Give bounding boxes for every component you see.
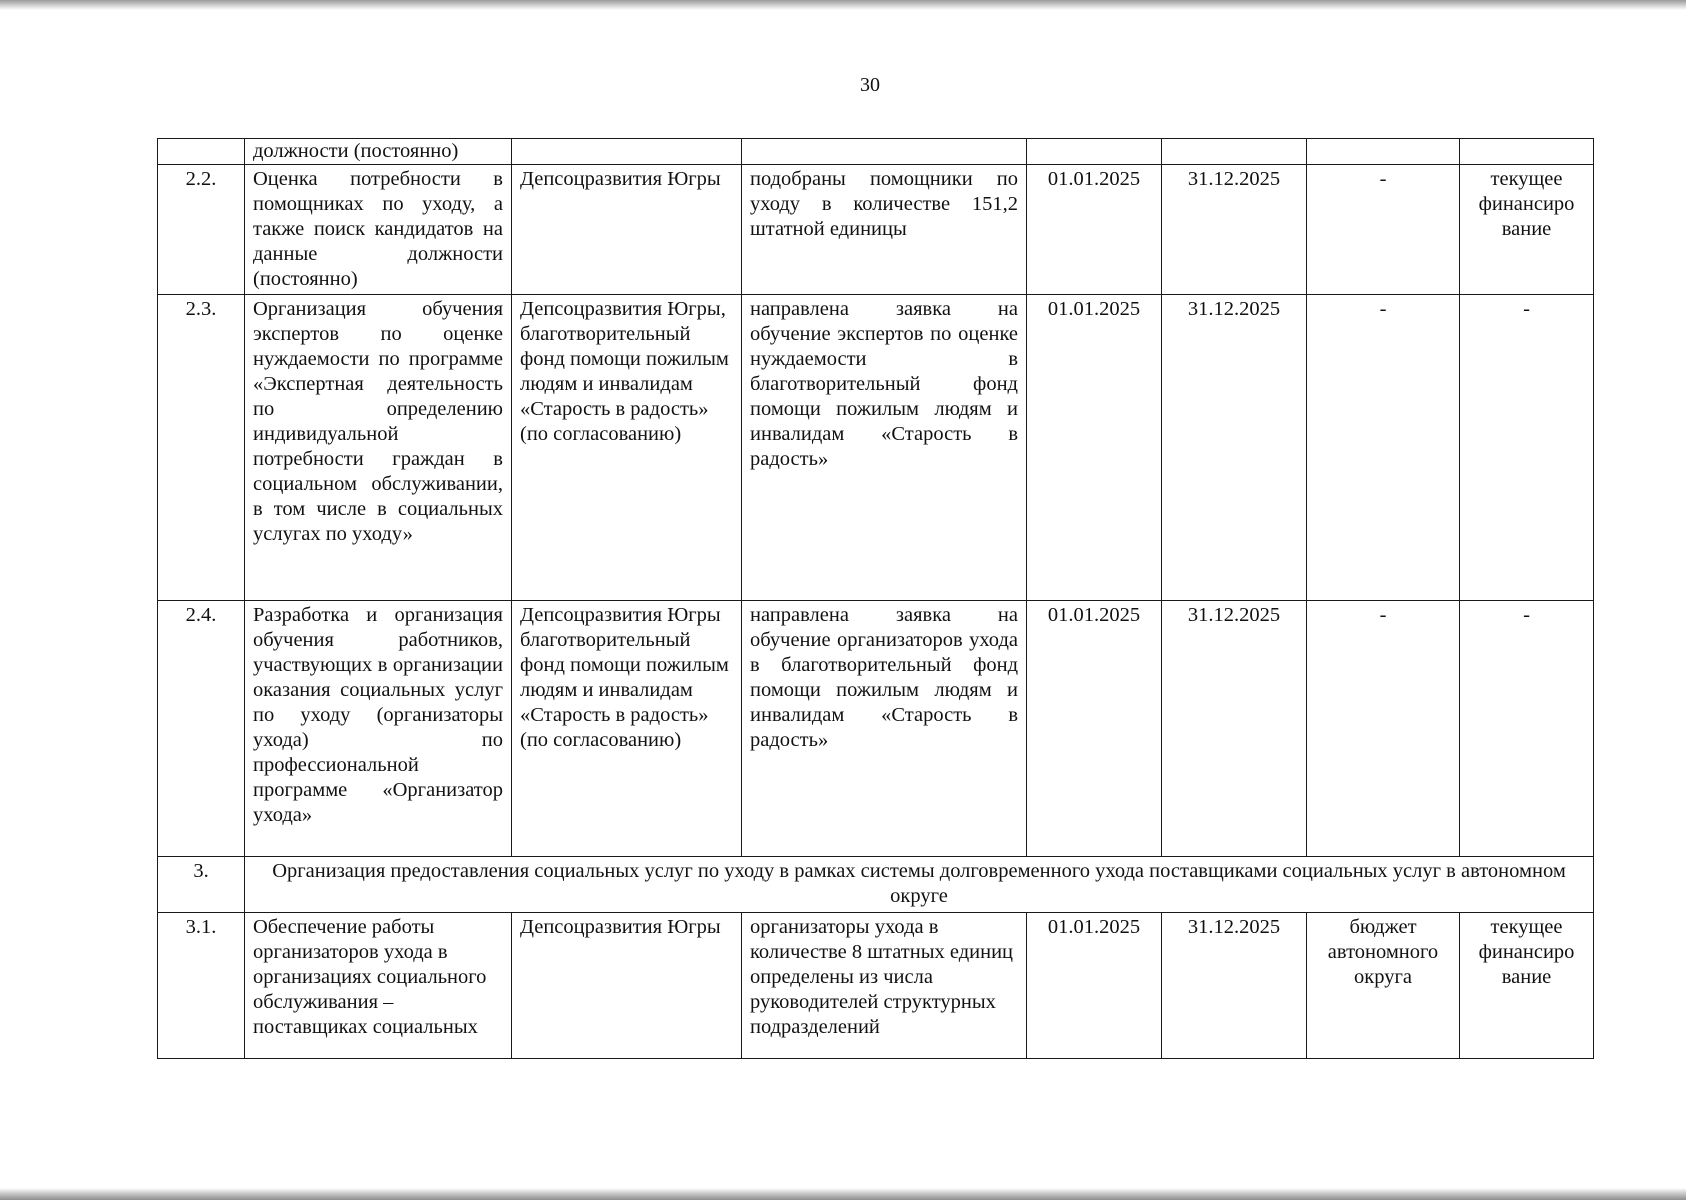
section-number: 3. — [158, 857, 245, 913]
result-cell: подобраны помощники по уходу в количестве 151,2 штатной единицы — [742, 165, 1027, 295]
funding-source-cell — [1307, 139, 1460, 165]
financing-cell: текущее финансиро вание — [1460, 165, 1594, 295]
table-row — [158, 139, 1594, 165]
row-number — [158, 139, 245, 165]
end-date-cell: 31.12.2025 — [1162, 295, 1307, 601]
result-cell: направлена заявка на обучение организаторов ухода в благотворительный фонд помощи пожилым людям и инвалидам «Старость в радость» — [742, 601, 1027, 857]
row-number: 2.2. — [158, 165, 245, 295]
activity-cell: Организация обучения экспертов по оценке нуждаемости по программе «Экспертная деятельность по определению индивидуальной потребности граждан в социальном обслуживании, в том числе в социальных услугах по уходу» — [245, 295, 512, 601]
table-row — [158, 601, 1594, 857]
start-date-cell: 01.01.2025 — [1027, 601, 1162, 857]
activity-cell: Обеспечение работы организаторов ухода в организациях социального обслуживания – поставщиках социальных — [245, 913, 512, 1059]
end-date-cell — [1162, 139, 1307, 165]
funding-source-cell: - — [1307, 165, 1460, 295]
executor-cell: Депсоцразвития Югры, благотворительный фонд помощи пожилым людям и инвалидам «Старость в радость» (по согласованию) — [512, 295, 742, 601]
table-row — [158, 913, 1594, 1059]
financing-cell: - — [1460, 295, 1594, 601]
funding-source-cell: - — [1307, 295, 1460, 601]
end-date-cell: 31.12.2025 — [1162, 165, 1307, 295]
activity-cell: Оценка потребности в помощниках по уходу, а также поиск кандидатов на данные должности (постоянно) — [245, 165, 512, 295]
start-date-cell: 01.01.2025 — [1027, 295, 1162, 601]
executor-cell: Депсоцразвития Югры — [512, 913, 742, 1059]
plan-table — [157, 138, 1594, 1059]
executor-cell: Депсоцразвития Югры благотворительный фонд помощи пожилым людям и инвалидам «Старость в радость» (по согласованию) — [512, 601, 742, 857]
section-row — [158, 857, 1594, 913]
scan-edge-bottom — [0, 1188, 1686, 1200]
executor-cell: Депсоцразвития Югры — [512, 165, 742, 295]
financing-cell: текущее финансиро вание — [1460, 913, 1594, 1059]
result-cell: направлена заявка на обучение экспертов по оценке нуждаемости в благотворительный фонд помощи пожилым людям и инвалидам «Старость в радость» — [742, 295, 1027, 601]
funding-source-cell: бюджет автономного округа — [1307, 913, 1460, 1059]
funding-source-cell: - — [1307, 601, 1460, 857]
scan-edge-top — [0, 0, 1686, 10]
result-cell — [742, 139, 1027, 165]
table-row — [158, 165, 1594, 295]
page-number: 30 — [860, 74, 880, 96]
start-date-cell — [1027, 139, 1162, 165]
activity-cell: Разработка и организация обучения работников, участвующих в организации оказания социальных услуг по уходу (организаторы ухода) по профессиональной программе «Организатор ухода» — [245, 601, 512, 857]
start-date-cell: 01.01.2025 — [1027, 913, 1162, 1059]
activity-cell: должности (постоянно) — [245, 139, 512, 165]
table-row — [158, 295, 1594, 601]
start-date-cell: 01.01.2025 — [1027, 165, 1162, 295]
financing-cell — [1460, 139, 1594, 165]
row-number: 2.3. — [158, 295, 245, 601]
financing-cell: - — [1460, 601, 1594, 857]
row-number: 3.1. — [158, 913, 245, 1059]
end-date-cell: 31.12.2025 — [1162, 913, 1307, 1059]
end-date-cell: 31.12.2025 — [1162, 601, 1307, 857]
executor-cell — [512, 139, 742, 165]
section-title: Организация предоставления социальных услуг по уходу в рамках системы долговременного ухода поставщиками социальных услуг в автономном округе — [245, 857, 1594, 913]
row-number: 2.4. — [158, 601, 245, 857]
result-cell: организаторы ухода в количестве 8 штатных единиц определены из числа руководителей структурных подразделений — [742, 913, 1027, 1059]
